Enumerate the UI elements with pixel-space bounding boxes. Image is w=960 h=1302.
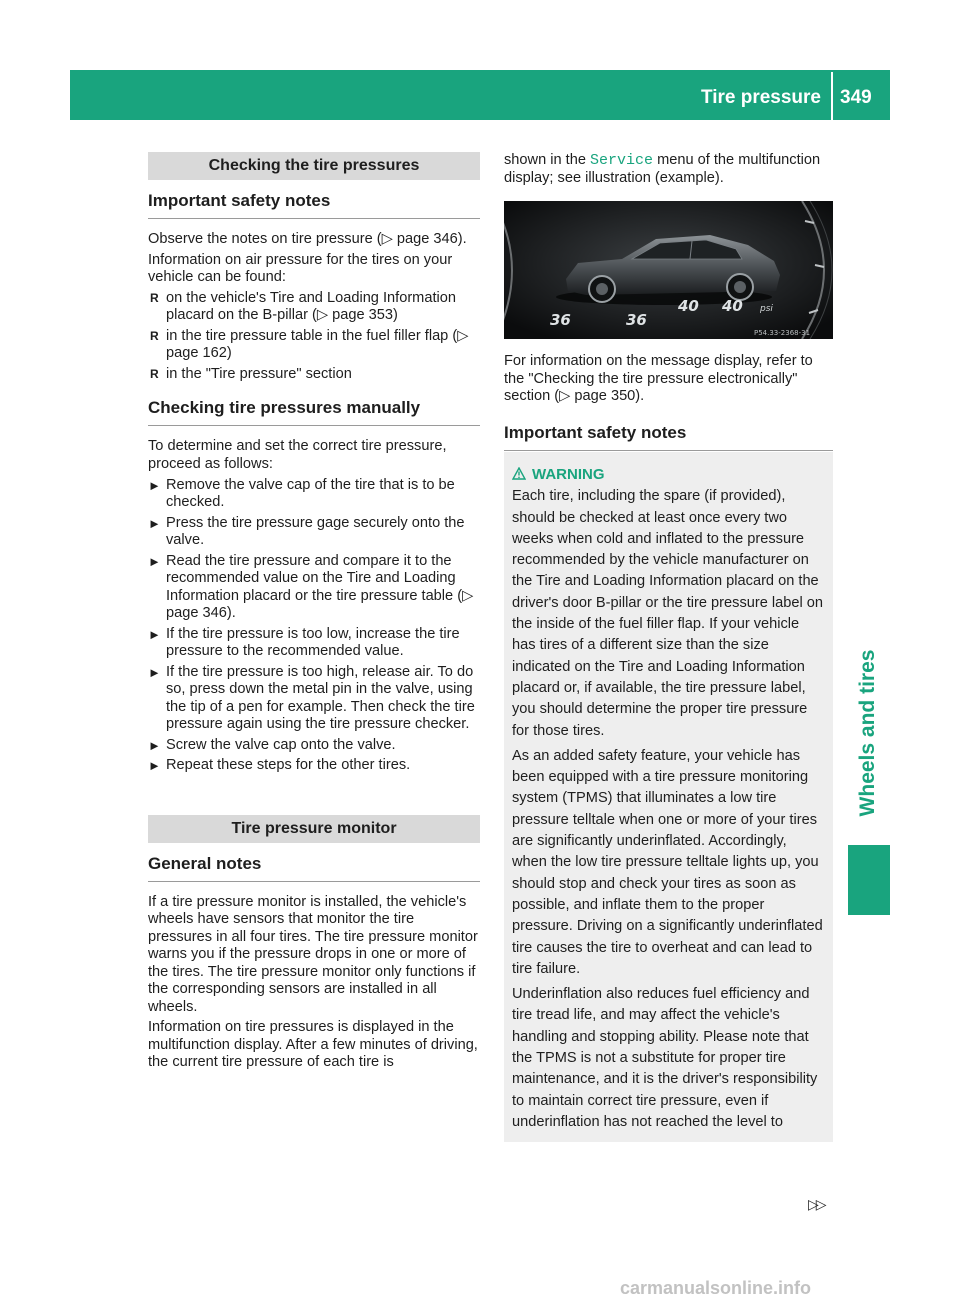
list-item: R on the vehicle's Tire and Loading Information placard on the B-pillar (▷ page 353) [150,289,456,324]
paragraph: If a tire pressure monitor is installed, the vehicle's wheels have sensors that monitor the tire pressures in all four tires. The tire pressure monitor warns you if the pressure drops in one or more of the tires. The tire pressure monitor only functions if the corresponding sensors are installed in all wheels. [148,893,478,1015]
warning-box [504,452,833,1142]
step-list [148,477,480,775]
bullet-marker: R [150,366,159,381]
step-item: ► If the tire pressure is too high, release air. To do so, press down the metal pin in the valve, using the tip of a pen for example. Then check the tire pressure again using the tire pressure checker. [148,663,475,733]
step-item: ► If the tire pressure is too low, increase the tire pressure to the recommended value. [148,625,460,660]
step-arrow-icon: ► [148,664,161,680]
pressure-unit: psi [760,304,773,314]
page-title: Tire pressure [700,87,821,108]
page-number: 349 [840,87,872,108]
section-banner-monitor: Tire pressure monitor [148,815,480,843]
section-banner-checking: Checking the tire pressures [148,152,480,180]
header-divider [831,72,833,120]
step-item: ► Press the tire pressure gage securely onto the valve. [148,514,465,549]
rear-left-pressure: 36 [550,311,571,329]
step-arrow-icon: ► [148,515,161,531]
paragraph: Information on air pressure for the tires on your vehicle can be found: [148,251,453,286]
bullet-marker: R [150,328,159,343]
step-arrow-icon: ► [148,553,161,569]
paragraph: To determine and set the correct tire pressure, proceed as follows: [148,438,447,472]
subheading-safety-notes: Important safety notes [148,190,480,219]
front-left-pressure: 40 [678,297,699,315]
step-item: ► Read the tire pressure and compare it to the recommended value on the Tire and Loading Information placard or the tire pressure table (▷ page 346). [148,552,474,622]
side-tab-label: Wheels and tires [856,649,879,817]
warning-paragraph: Each tire, including the spare (if provided), should be checked at least once every two weeks when cold and inflated to the pressure recommended by the vehicle manufacturer on the Tire and Loading Information placard on the driver's door B-pillar or the tire pressure label on the inside of the fuel filler flap. If your vehicle has tires of a different size than the size indicated on the Tire and Loading Information placard or, if available, the tire pressure label, you should determine the proper tire pressure for those tires. [512,488,824,739]
right-column [504,152,833,463]
footer-watermark: carmanualsonline.info [620,1278,812,1298]
bullet-list [148,290,480,384]
list-item: R in the tire pressure table in the fuel filler flap (▷ page 162) [150,327,469,362]
paragraph-intro: shown in the Service menu of the multifunction display; see illustration (example). [504,152,821,186]
warning-paragraph: As an added safety feature, your vehicle has been equipped with a tire pressure monitoring system (TPMS) that illuminates a low tire pressure telltale when one or more of your tires are significantly underinflated. Accordingly, when the low tire pressure telltale lights up, you should stop and check your tires as soon as possible, and inflate them to the proper pressure. Driving on a significantly underinflated tire causes the tire to overheat and can lead to tire failure. [512,747,823,977]
step-arrow-icon: ► [148,737,161,753]
warning-triangle-icon [512,467,526,480]
subheading-safety-notes-right: Important safety notes [504,422,833,451]
step-item: ► Remove the valve cap of the tire that is to be checked. [148,476,455,511]
subheading-manual-check: Checking tire pressures manually [148,397,480,426]
image-code: P54.33-2368-31 [754,329,811,337]
bullet-marker: R [150,290,159,305]
continue-marker: ▷▷ [808,1196,824,1212]
left-column [148,152,480,1075]
step-item: ► Repeat these steps for the other tires. [148,757,411,774]
warning-paragraph: Underinflation also reduces fuel efficiency and tire tread life, and may affect the vehicle's handling and stopping ability. Please note that the TPMS is not a substitute for proper tire maintenance, and it is the driver's responsibility to maintain correct tire pressure, even if underinflation has not reached the level to [512,986,818,1130]
multifunction-display-illustration [504,201,833,339]
step-arrow-icon: ► [148,758,161,774]
paragraph: Observe the notes on tire pressure (▷ page 346). [148,231,467,247]
front-right-pressure: 40 [722,297,743,315]
side-tab-marker [848,845,890,915]
subheading-general-notes: General notes [148,853,480,882]
step-arrow-icon: ► [148,477,161,493]
paragraph: For information on the message display, refer to the "Checking the tire pressure electronically" section (▷ page 350). [504,353,813,404]
service-menu-label: Service [590,152,654,169]
step-item: ► Screw the valve cap onto the valve. [148,736,396,753]
rear-right-pressure: 36 [626,311,647,329]
list-item: R in the "Tire pressure" section [150,365,352,382]
warning-title: WARNING [532,464,825,485]
step-arrow-icon: ► [148,626,161,642]
paragraph: Information on tire pressures is displayed in the multifunction display. After a few minutes of driving, the current tire pressure of each tire is [148,1019,478,1071]
